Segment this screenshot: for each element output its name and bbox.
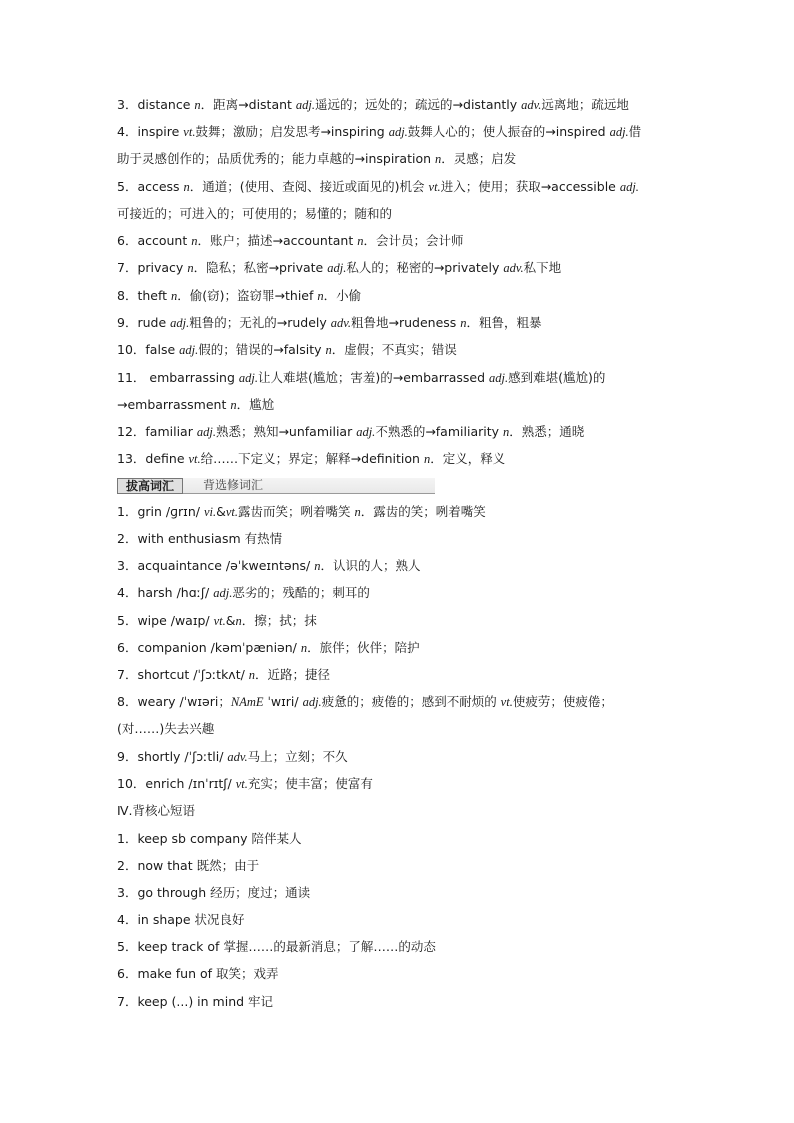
phrase-line: 1．keep sb company 陪伴某人 <box>117 831 302 846</box>
section-subtitle: 背选修词汇 <box>203 478 264 492</box>
vocab-line: 助于灵感创作的；品质优秀的；能力卓越的→inspiration n．灵感；启发 <box>117 151 517 166</box>
vocab-line: 7．privacy n．隐私；私密→private adj.私人的；秘密的→privately adv.私下地 <box>117 260 562 275</box>
vocab-line: 2．with enthusiasm 有热情 <box>117 531 283 546</box>
vocab-line: 11． embarrassing adj.让人难堪(尴尬；害羞)的→embarrassed adj.感到难堪(尴尬)的 <box>117 370 606 385</box>
vocab-line: 6．companion /kəmˈpæniən/ n．旅伴；伙伴；陪护 <box>117 640 420 655</box>
phrase-line: 7．keep (...) in mind 牢记 <box>117 994 274 1009</box>
phrase-line: 2．now that 既然；由于 <box>117 858 260 873</box>
vocab-line: (对……)失去兴趣 <box>117 721 215 736</box>
phrases-heading: Ⅳ.背核心短语 <box>117 803 196 818</box>
vocab-line: 8．theft n．偷(窃)；盗窃罪→thief n．小偷 <box>117 288 362 303</box>
vocab-line: 9．shortly /ˈʃɔːtli/ adv.马上；立刻；不久 <box>117 749 348 764</box>
vocab-line: 可接近的；可进入的；可使用的；易懂的；随和的 <box>117 206 393 221</box>
phrase-line: 5．keep track of 掌握……的最新消息；了解……的动态 <box>117 939 436 954</box>
vocab-line: 3．distance n．距离→distant adj.遥远的；远处的；疏远的→distantly adv.远离地；疏远地 <box>117 97 629 112</box>
vocab-line: 4．harsh /hɑːʃ/ adj.恶劣的；残酷的；刺耳的 <box>117 585 370 600</box>
phrase-line: 4．in shape 状况良好 <box>117 912 245 927</box>
vocab-line: 8．weary /ˈwɪəri；NAmE ˈwɪri/ adj.疲惫的；疲倦的；感到不耐烦的 vt.使疲劳；使疲倦； <box>117 694 613 709</box>
vocab-line: 13．define vt.给……下定义；界定；解释→definition n．定义，释义 <box>117 451 506 466</box>
vocab-line: 6．account n．账户；描述→accountant n．会计员；会计师 <box>117 233 464 248</box>
section-header-advanced-vocab <box>117 478 435 494</box>
vocab-line: 3．acquaintance /əˈkweɪntəns/ n．认识的人；熟人 <box>117 558 421 573</box>
section-tag: 拔高词汇 <box>117 478 183 494</box>
phrase-line: 3．go through 经历；度过；通读 <box>117 885 311 900</box>
vocab-line: →embarrassment n．尴尬 <box>117 397 275 412</box>
phrase-line: 6．make fun of 取笑；戏弄 <box>117 966 279 981</box>
vocab-line: 5．wipe /waɪp/ vt.&n．擦；拭；抹 <box>117 613 317 628</box>
vocab-line: 5．access n．通道；(使用、查阅、接近或面见的)机会 vt.进入；使用；获取→accessible adj. <box>117 179 639 194</box>
vocab-line: 1．grin /ɡrɪn/ vi.&vt.露齿而笑；咧着嘴笑 n．露齿的笑；咧着嘴笑 <box>117 504 486 519</box>
vocab-line: 9．rude adj.粗鲁的；无礼的→rudely adv.粗鲁地→rudeness n．粗鲁，粗暴 <box>117 315 542 330</box>
vocab-line: 4．inspire vt.鼓舞；激励；启发思考→inspiring adj.鼓舞人心的；使人振奋的→inspired adj.借 <box>117 124 642 139</box>
vocab-line: 10．enrich /ɪnˈrɪtʃ/ vt.充实；使丰富；使富有 <box>117 776 373 791</box>
vocab-line: 12．familiar adj.熟悉；熟知→unfamiliar adj.不熟悉的→familiarity n．熟悉；通晓 <box>117 424 585 439</box>
vocab-line: 7．shortcut /ˈʃɔːtkʌt/ n．近路；捷径 <box>117 667 331 682</box>
vocab-line: 10．false adj.假的；错误的→falsity n．虚假；不真实；错误 <box>117 342 457 357</box>
